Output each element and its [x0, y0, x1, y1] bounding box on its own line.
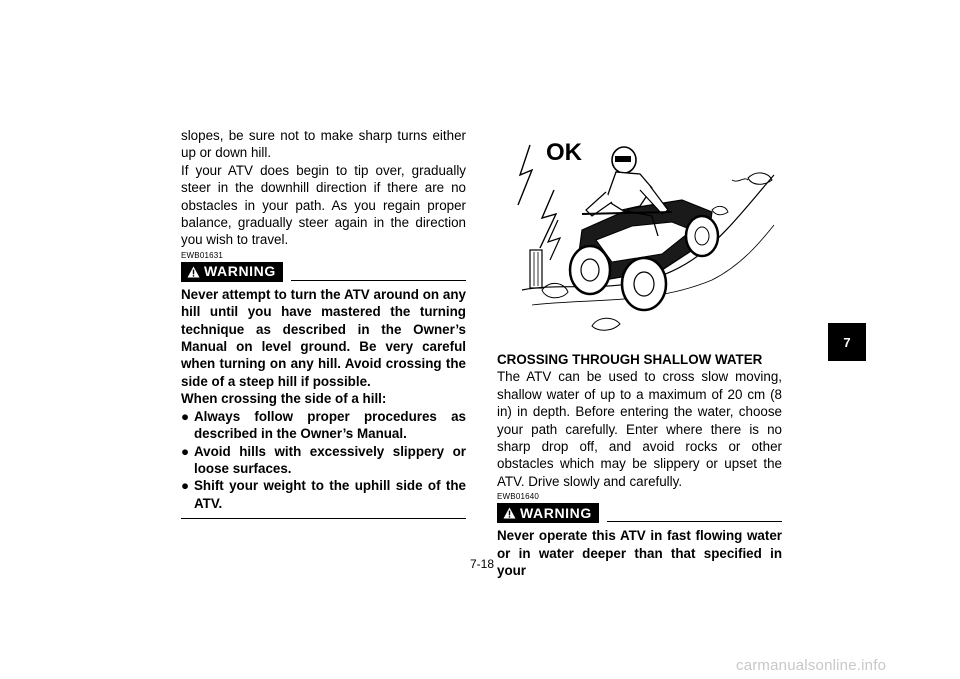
warning-badge — [181, 262, 283, 282]
body-paragraph: The ATV can be used to cross slow moving, shallow water of up to a maximum of 20 cm (8 in) in depth. Before entering the water, choose your path carefully. Enter where there is no sharp drop off, and avoid rocks or other obstacles which may be slippery or upset the ATV. Drive slowly and carefully. — [497, 369, 782, 489]
list-item — [181, 477, 466, 512]
body-paragraph: slopes, be sure not to make sharp turns either up or down hill. — [181, 128, 466, 161]
list-item-text: Shift your weight to the uphill side of the ATV. — [194, 478, 466, 511]
illustration-label: OK — [546, 139, 582, 166]
atv-traverse-illustration — [512, 130, 780, 335]
warning-label: WARNING — [520, 504, 592, 521]
warning-code: EWB01631 — [181, 250, 224, 260]
list-item-text: Avoid hills with excessively slippery or loose surfaces. — [194, 443, 466, 476]
list-item — [181, 408, 466, 443]
body-paragraph: If your ATV does begin to tip over, gradually steer in the downhill direction if there are no obstacles in your path. As you regain proper balance, gradually steer again in the direction you wish to travel. — [181, 162, 466, 248]
bullet-symbol: ● — [181, 478, 190, 494]
page-number: 7-18 — [469, 557, 495, 571]
warning-rule — [607, 521, 782, 522]
warning-header — [181, 262, 466, 282]
warning-triangle-icon — [187, 266, 200, 278]
chapter-tab: 7 — [828, 323, 866, 361]
warning-end-rule — [181, 518, 466, 519]
warning-rule — [291, 280, 466, 281]
bullet-symbol: ● — [181, 443, 190, 459]
warning-badge — [497, 503, 599, 523]
list-item-text: Always follow proper procedures as described in the Owner’s Manual. — [194, 408, 466, 442]
warning-code: EWB01640 — [497, 492, 540, 502]
warning-header — [497, 503, 782, 523]
bullet-symbol: ● — [181, 408, 190, 424]
warning-text: Never attempt to turn the ATV around on any hill until you have mastered the turning technique as described in the Owner’s Manual on level ground. Be very careful when turning on any hill. Avoid crossing the side of a steep hill if possible. — [181, 286, 466, 389]
list-item — [181, 443, 466, 478]
warning-text: Never operate this ATV in fast flowing water or in water deeper than that specified in your — [497, 528, 782, 579]
warning-triangle-icon — [503, 507, 516, 519]
warning-label: WARNING — [204, 263, 276, 280]
section-heading: CROSSING THROUGH SHALLOW WATER — [497, 352, 763, 367]
right-column — [497, 351, 782, 579]
footer-watermark: carmanualsonline.info — [736, 657, 887, 674]
warning-subhead: When crossing the side of a hill: — [181, 391, 387, 407]
left-column — [181, 127, 466, 519]
